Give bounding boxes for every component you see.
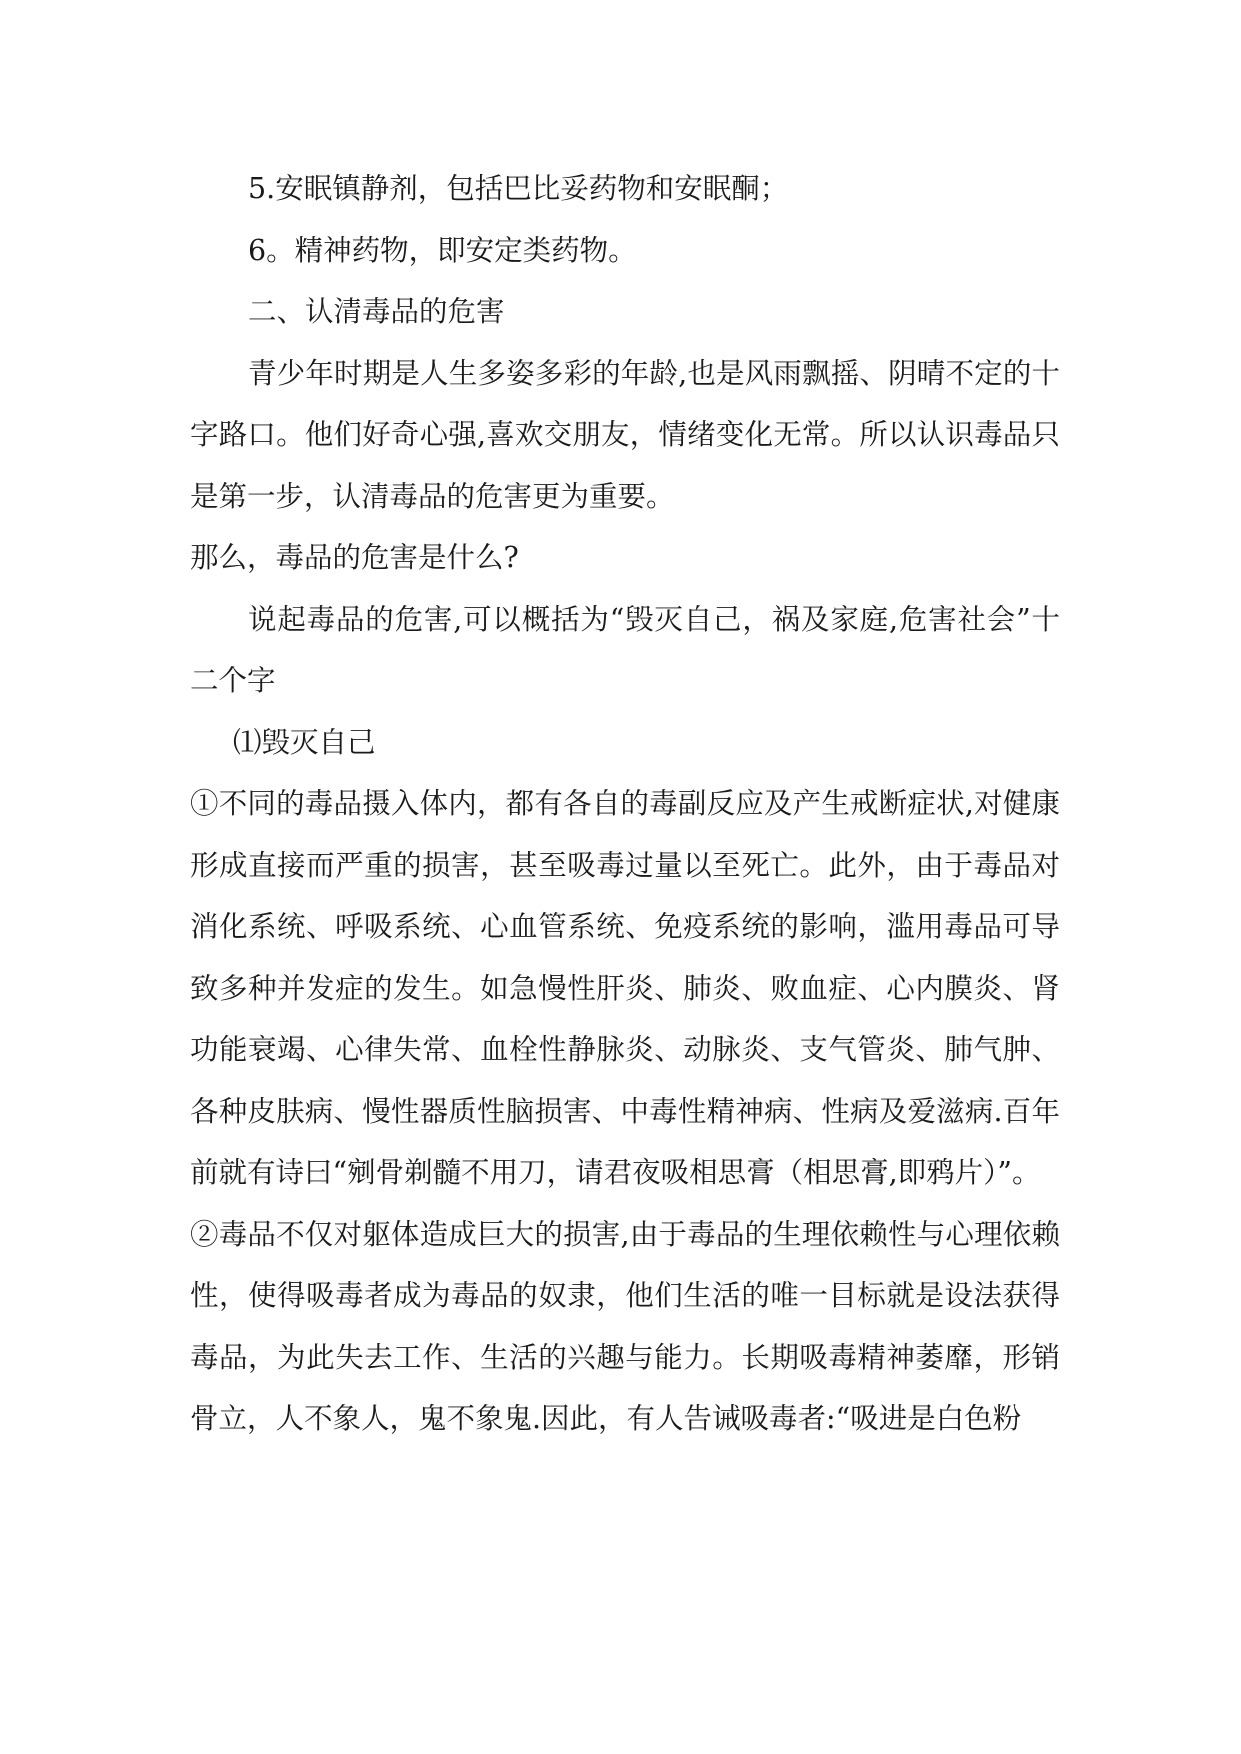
paragraph-psychotropics: 6。精神药物，即安定类药物。 — [248, 233, 637, 267]
paragraph-summary: 说起毒品的危害,可以概括为“毁灭自己，祸及家庭,危害社会”十二个字 — [190, 602, 1060, 697]
paragraph-point-2: ②毒品不仅对躯体造成巨大的损害,由于毒品的生理依赖性与心理依赖性，使得吸毒者成为毒品的奴隶，他们生活的唯一目标就是设法获得毒品，为此失去工作、生活的兴趣与能力。长期吸毒精神萎靡，形销骨立，人不象人，鬼不象鬼.因此，有人告诫吸毒者:“吸进是白色粉 — [190, 1217, 1060, 1435]
paragraph-point-1: ①不同的毒品摄入体内，都有各自的毒副反应及产生戒断症状,对健康形成直接而严重的损害，甚至吸毒过量以至死亡。此外，由于毒品对消化系统、呼吸系统、心血管系统、免疫系统的影响，滥用毒品可导致多种并发症的发生。如急慢性肝炎、肺炎、败血症、心内膜炎、肾功能衰竭、心律失常、血栓性静脉炎、动脉炎、支气管炎、肺气肿、各种皮肤病、慢性器质性脑损害、中毒性精神病、性病及爱滋病.百年前就有诗曰“剜骨剃髓不用刀，请君夜吸相思膏（相思膏,即鸦片）”。 — [190, 787, 1060, 1189]
paragraph-sedatives: 5.安眠镇静剂，包括巴比妥药物和安眠酮； — [248, 172, 789, 205]
section-heading-dangers: 二、认清毒品的危害 — [248, 295, 505, 328]
paragraph-youth: 青少年时期是人生多姿多彩的年龄,也是风雨飘摇、阴晴不定的十字路口。他们好奇心强,喜欢交朋友，情绪变化无常。所以认识毒品只是第一步，认清毒品的危害更为重要。 — [190, 356, 1060, 513]
subheading-destroy-self: ⑴毁灭自己 — [233, 725, 376, 759]
paragraph-question: 那么，毒品的危害是什么? — [190, 541, 519, 574]
document-body — [190, 158, 1060, 1450]
